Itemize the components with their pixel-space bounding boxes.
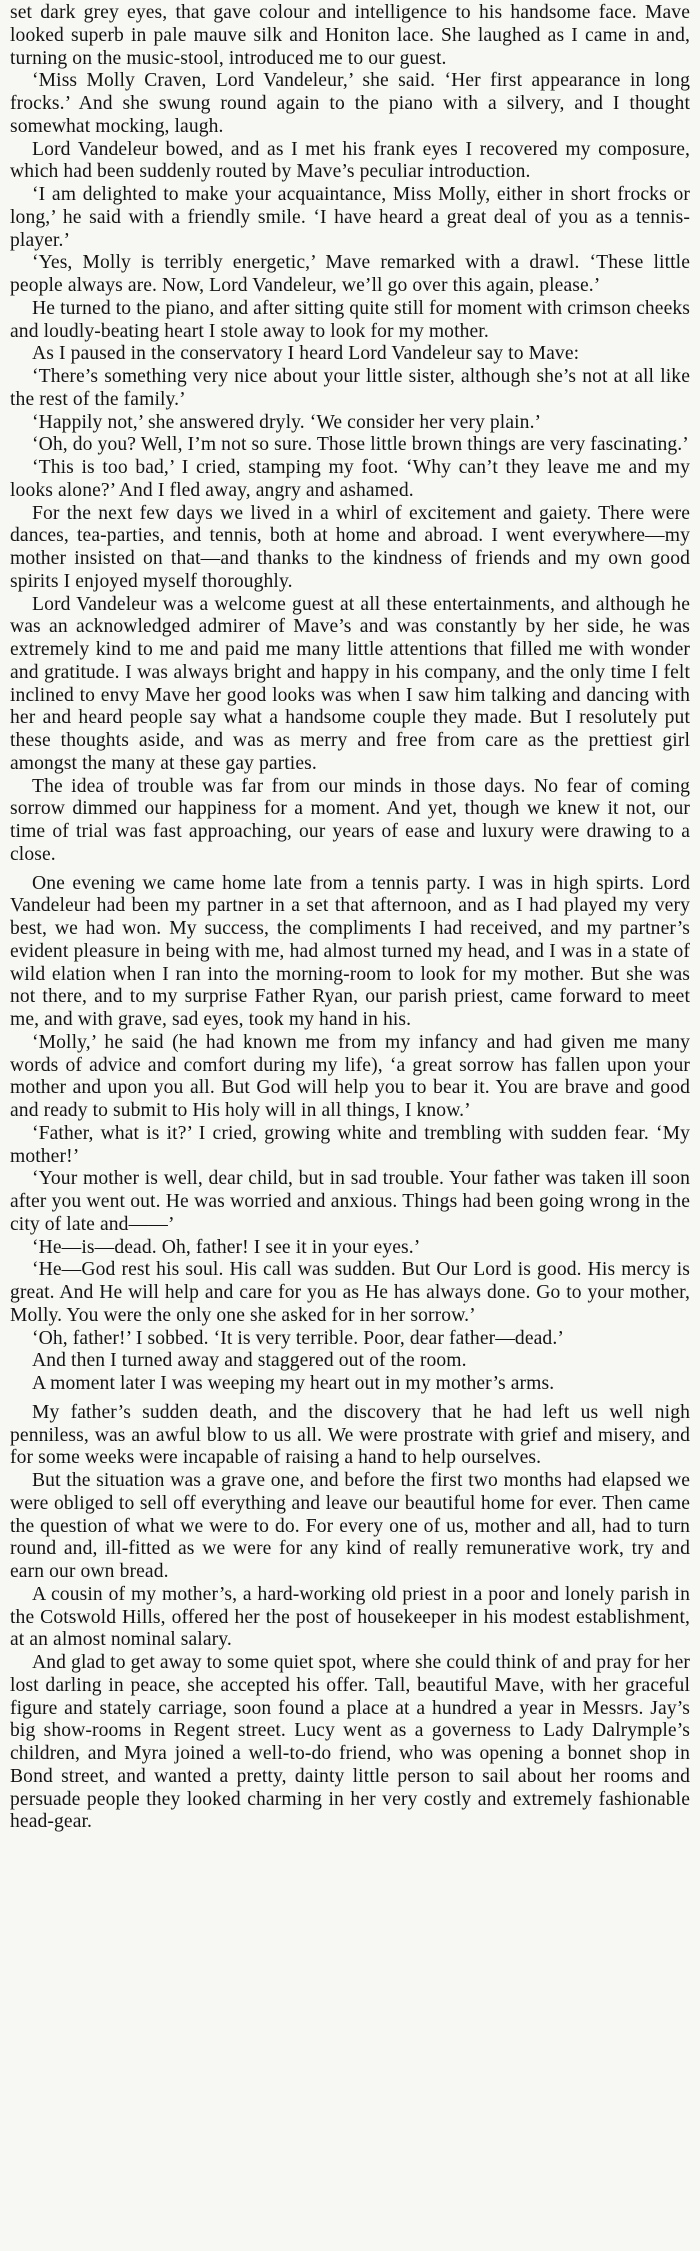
paragraph: ‘There’s something very nice about your little sister, although she’s not at all like the rest of the family.’ — [10, 366, 690, 410]
paragraph: For the next few days we lived in a whirl of excitement and gaiety. There were dances, tea-parties, and tennis, both at home and abroad. I went everywhere—my mother insisted on that—and thanks to the kindness of friends and my own good spirits I enjoyed myself thoroughly. — [10, 502, 690, 592]
paragraph: He turned to the piano, and after sitting quite still for moment with crimson cheeks and loudly-beating heart I stole away to look for my mother. — [10, 297, 690, 342]
paragraph: As I paused in the conservatory I heard Lord Vandeleur say to Mave: — [32, 343, 580, 365]
paragraph: ‘He—is—dead. Oh, father! I see it in your eyes.’ — [32, 1236, 421, 1258]
paragraph: ‘Miss Molly Craven, Lord Vandeleur,’ she said. ‘Her first appearance in long frocks.’ And she swung round again to the piano with a silvery, and I thought somewhat mocking, laugh. — [10, 70, 690, 137]
paragraph: ‘Father, what is it?’ I cried, growing white and trembling with sudden fear. ‘My mother!’ — [10, 1122, 690, 1167]
paragraph: And then I turned away and staggered out of the room. — [32, 1350, 467, 1372]
paragraph: ‘Oh, do you? Well, I’m not so sure. Those little brown things are very fascinating.’ — [32, 434, 689, 456]
paragraph: ‘Molly,’ he said (he had known me from my infancy and had given me many words of advice and comfort during my life), ‘a great sorrow has fallen upon your mother and upon you all. But God will help you to bear it. You are brave and good and ready to submit to His holy will in all things, I know.’ — [10, 1031, 690, 1121]
paragraph: One evening we came home late from a tennis party. I was in high spirts. Lord Vandeleur had been my partner in a set that afternoon, and as I had played my very best, we had won. My success, the compliments I had received, and my partner’s evident pleasure in being with me, had almost turned my head, and I was in a state of wild elation when I ran into the morning-room to look for my mother. But she was not there, and to my surprise Father Ryan, our parish priest, came forward to meet me, and with grave, sad eyes, took my hand in his. — [10, 872, 690, 1030]
paragraph: Lord Vandeleur was a welcome guest at all these entertainments, and although he was an acknowledged admirer of Mave’s and was constantly by her side, he was extremely kind to me and paid me many little attentions that filled me with wonder and gratitude. I was always bright and happy in his company, and the only time I felt inclined to envy Mave her good looks was when I saw him talking and dancing with her and heard people say what a handsome couple they made. But I resolutely put these thoughts aside, and was as merry and free from care as the prettiest girl amongst the many at these gay parties. — [10, 593, 690, 774]
paragraph: set dark grey eyes, that gave colour and intelligence to his handsome face. Mave looked superb in pale mauve silk and Honiton lace. She laughed as I came in and, turning on the music-stool, introduced me to our guest. — [10, 2, 690, 69]
paragraph: ‘This is too bad,’ I cried, stamping my foot. ‘Why can’t they leave me and my looks alone?’ And I fled away, angry and ashamed. — [10, 457, 690, 501]
paragraph: A cousin of my mother’s, a hard-working old priest in a poor and lonely parish in the Cotswold Hills, offered her the post of housekeeper in his modest establishment, at an almost nominal salary. — [10, 1583, 690, 1651]
paragraph: ‘Oh, father!’ I sobbed. ‘It is very terrible. Poor, dear father—dead.’ — [32, 1327, 564, 1349]
paragraph: A moment later I was weeping my heart out in my mother’s arms. — [32, 1373, 555, 1394]
paragraph: Lord Vandeleur bowed, and as I met his frank eyes I recovered my composure, which had been suddenly routed by Mave’s peculiar introduction. — [10, 138, 690, 183]
paragraph: And glad to get away to some quiet spot, where she could think of and pray for her lost darling in peace, she accepted his offer. Tall, beautiful Mave, with her graceful figure and stately carriage, soon found a place at a hundred a year in Messrs. Jay’s big show-rooms in Regent street. Lucy went as a governess to Lady Dalrymple’s children, and Myra joined a well-to-do friend, who was opening a bonnet shop in Bond street, and wanted a pretty, dainty little person to sail about her rooms and persuade people they looked charming in her very costly and extremely fashionable head-gear. — [10, 1652, 690, 1833]
paragraph: The idea of trouble was far from our minds in those days. No fear of coming sorrow dimmed our happiness for a moment. And yet, though we knew it not, our time of trial was fast approaching, our years of ease and luxury were drawing to a close. — [10, 775, 690, 865]
paragraph: ‘Yes, Molly is terribly energetic,’ Mave remarked with a drawl. ‘These little people always are. Now, Lord Vandeleur, we’ll go over this again, please.’ — [10, 252, 690, 296]
paragraph: ‘He—God rest his soul. His call was sudden. But Our Lord is good. His mercy is great. And He will help and care for you as He has always done. Go to your mother, Molly. You were the only one she asked for in her sorrow.’ — [10, 1259, 690, 1326]
paragraph: My father’s sudden death, and the discovery that he had left us well nigh penniless, was an awful blow to us all. We were prostrate with grief and misery, and for some weeks were incapable of raising a hand to help ourselves. — [10, 1401, 690, 1469]
paragraph: ‘I am delighted to make your acquaintance, Miss Molly, either in short frocks or long,’ he said with a friendly smile. ‘I have heard a great deal of you as a tennis-player.’ — [10, 184, 690, 251]
paragraph: ‘Your mother is well, dear child, but in sad trouble. Your father was taken ill soon after you went out. He was worried and anxious. Things had been going wrong in the city of late and——’ — [10, 1168, 690, 1235]
paragraph: ‘Happily not,’ she answered dryly. ‘We consider her very plain.’ — [32, 411, 542, 433]
paragraph: But the situation was a grave one, and before the first two months had elapsed we were obliged to sell off everything and leave our beautiful home for ever. Then came the question of what we were to do. For every one of us, mother and all, had to turn round and, ill-fitted as we were for any kind of really remunerative work, try and earn our own bread. — [10, 1470, 690, 1582]
